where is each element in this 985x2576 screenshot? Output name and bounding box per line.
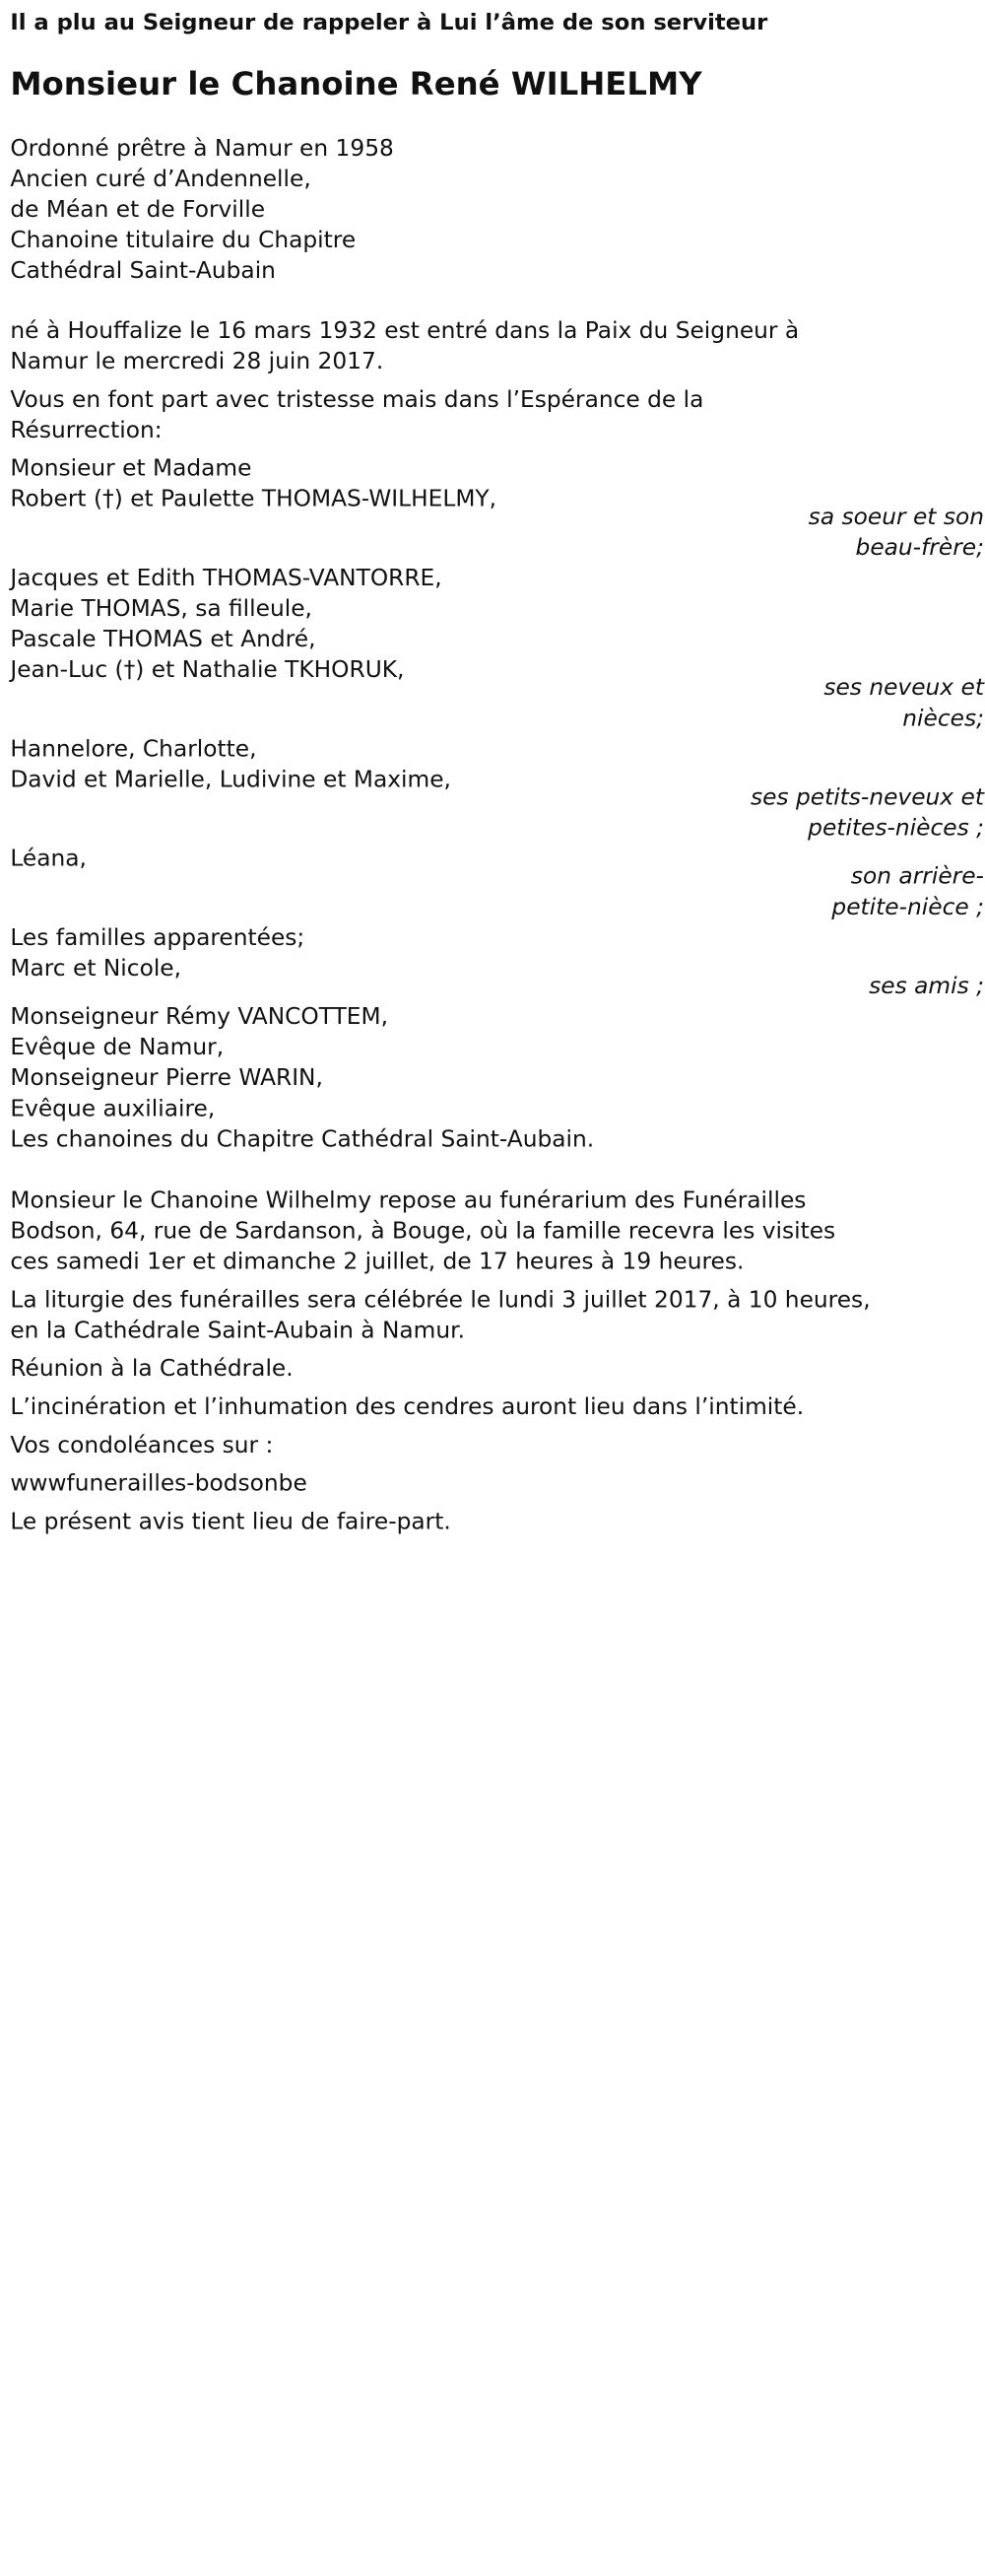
relation-line: beau-frère;	[855, 534, 984, 562]
family-name-line: Marc et Nicole,	[10, 955, 182, 983]
clergy-line: Monseigneur Rémy VANCOTTEM,	[10, 1003, 389, 1031]
closing-line: Le présent avis tient lieu de faire-part.	[10, 1508, 451, 1535]
cremation-line: L’incinération et l’inhumation des cendres auront lieu dans l’intimité.	[10, 1393, 805, 1421]
title-line: de Méan et de Forville	[10, 196, 266, 224]
paragraph-line: Bodson, 64, rue de Sardanson, à Bouge, où la famille recevra les visites	[10, 1217, 836, 1245]
headline: Il a plu au Seigneur de rappeler à Lui l’âme de son serviteur	[10, 10, 768, 36]
family-name-line: David et Marielle, Ludivine et Maxime,	[10, 766, 451, 793]
paragraph-line: Vous en font part avec tristesse mais dans l’Espérance de la	[10, 386, 704, 414]
relation-line: petites-nièces ;	[808, 814, 984, 843]
family-name-line: Les familles apparentées;	[10, 924, 305, 952]
deceased-name: Monsieur le Chanoine René WILHELMY	[10, 64, 702, 102]
family-name-line: Léana,	[10, 845, 87, 873]
relation-line: petite-nièce ;	[831, 894, 984, 921]
clergy-line: Les chanoines du Chapitre Cathédral Saint-Aubain.	[10, 1125, 595, 1153]
family-name-line: Hannelore, Charlotte,	[10, 735, 257, 763]
website-link[interactable]: wwwfunerailles-bodsonbe	[10, 1469, 307, 1498]
title-line: Ordonné prêtre à Namur en 1958	[10, 135, 394, 163]
relation-line: son arrière-	[850, 863, 984, 891]
paragraph-line: La liturgie des funérailles sera célébrée le lundi 3 juillet 2017, à 10 heures,	[10, 1286, 871, 1314]
family-name-line: Marie THOMAS, sa filleule,	[10, 595, 312, 623]
paragraph-line: Résurrection:	[10, 417, 163, 444]
paragraph-line: Namur le mercredi 28 juin 2017.	[10, 348, 384, 375]
family-name-line: Monsieur et Madame	[10, 454, 252, 483]
title-line: Ancien curé d’Andennelle,	[10, 166, 311, 193]
family-name-line: Jacques et Edith THOMAS-VANTORRE,	[10, 565, 442, 592]
paragraph-line: né à Houffalize le 16 mars 1932 est entré dans la Paix du Seigneur à	[10, 317, 800, 345]
title-line: Chanoine titulaire du Chapitre	[10, 227, 357, 254]
relation-line: ses amis ;	[869, 973, 984, 1000]
relation-line: sa soeur et son	[808, 504, 984, 531]
clergy-line: Evêque de Namur,	[10, 1034, 225, 1061]
family-name-line: Robert (†) et Paulette THOMAS-WILHELMY,	[10, 486, 497, 513]
relation-line: ses neveux et	[823, 674, 984, 702]
family-name-line: Jean-Luc (†) et Nathalie TKHORUK,	[10, 656, 405, 684]
title-line: Cathédral Saint-Aubain	[10, 257, 276, 285]
reunion-line: Réunion à la Cathédrale.	[10, 1355, 294, 1383]
relation-line: ses petits-neveux et	[750, 783, 984, 811]
relation-line: nièces;	[902, 705, 984, 732]
clergy-line: Monseigneur Pierre WARIN,	[10, 1064, 323, 1092]
paragraph-line: ces samedi 1er et dimanche 2 juillet, de 17 heures à 19 heures.	[10, 1248, 745, 1275]
family-name-line: Pascale THOMAS et André,	[10, 626, 316, 653]
paragraph-line: en la Cathédrale Saint-Aubain à Namur.	[10, 1317, 465, 1344]
paragraph-line: Monsieur le Chanoine Wilhelmy repose au funérarium des Funérailles	[10, 1186, 807, 1214]
condolences-label: Vos condoléances sur :	[10, 1432, 274, 1459]
clergy-line: Evêque auxiliaire,	[10, 1095, 216, 1122]
